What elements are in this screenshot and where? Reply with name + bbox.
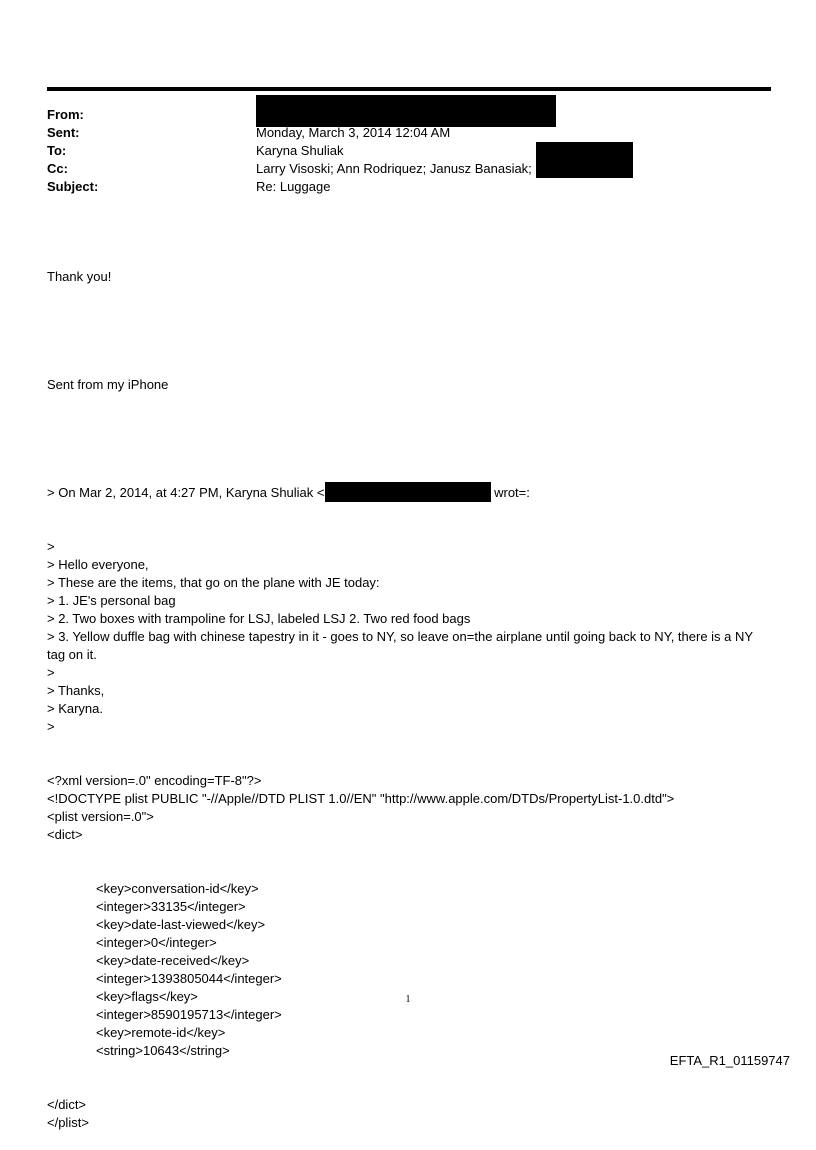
signature-line: Sent from my iPhone <box>47 377 169 392</box>
dict-line: <integer>8590195713</integer> <box>96 1007 282 1022</box>
quoted-message <box>47 538 772 736</box>
quote-intro-end: wrot=: <box>490 485 530 500</box>
xml-preamble <box>47 772 772 844</box>
xml-line: <?xml version=.0" encoding=TF-8"?> <box>47 773 262 788</box>
dict-line: <key>remote-id</key> <box>96 1025 226 1040</box>
xml-line: <dict> <box>47 827 83 842</box>
email-header <box>47 106 771 196</box>
redaction-block <box>325 482 491 502</box>
dict-line: <integer>33135</integer> <box>96 899 246 914</box>
redaction-block <box>256 95 556 127</box>
cc-value-wrap <box>256 160 633 178</box>
dict-line: <string>10643</string> <box>96 1043 230 1058</box>
quote-intro <box>47 484 772 502</box>
to-label: To: <box>47 143 67 158</box>
document-id: EFTA_R1_01159747 <box>669 1053 790 1068</box>
to-row <box>47 142 771 160</box>
dict-line: <integer>0</integer> <box>96 935 217 950</box>
cc-row <box>47 160 771 178</box>
email-body <box>47 232 772 1150</box>
quote-line: > <box>47 665 55 680</box>
plist-dict <box>47 880 772 1060</box>
subject-row <box>47 178 771 196</box>
sent-value: Monday, March 3, 2014 12:04 AM <box>256 125 451 140</box>
quote-line: > 3. Yellow duffle bag with chinese tapestry in it - goes to NY, so leave on=the airplane until going back to NY, there is a NY tag on it. <box>47 629 757 662</box>
dict-line: <key>conversation-id</key> <box>96 881 259 896</box>
quote-line: > 2. Two boxes with trampoline for LSJ, labeled LSJ 2. Two red food bags <box>47 611 471 626</box>
closing-line: </plist> <box>47 1115 89 1130</box>
to-value: Karyna Shuliak <box>256 143 344 158</box>
quote-line: > These are the items, that go on the plane with JE today: <box>47 575 380 590</box>
closing-line: </dict> <box>47 1097 87 1112</box>
quote-line: > 1. JE's personal bag <box>47 593 176 608</box>
plist-closing <box>47 1096 772 1132</box>
xml-line: <plist version=.0"> <box>47 809 154 824</box>
from-row <box>47 106 771 124</box>
dict-line: <integer>1393805044</integer> <box>96 971 282 986</box>
xml-line: <!DOCTYPE plist PUBLIC "-//Apple//DTD PLIST 1.0//EN" "http://www.apple.com/DTDs/PropertyList-1.0.dtd"> <box>47 791 675 806</box>
sent-label: Sent: <box>47 125 80 140</box>
quote-line: > <box>47 539 55 554</box>
sent-row <box>47 124 771 142</box>
subject-value: Re: Luggage <box>256 179 331 194</box>
header-rule <box>47 87 771 91</box>
cc-value: Larry Visoski; Ann Rodriquez; Janusz Banasiak; <box>256 161 532 176</box>
cc-label: Cc: <box>47 161 68 176</box>
subject-label: Subject: <box>47 179 99 194</box>
dict-line: <key>flags</key> <box>96 989 198 1004</box>
quote-line: > <box>47 719 55 734</box>
thanks-line: Thank you! <box>47 269 112 284</box>
quote-line: > Hello everyone, <box>47 557 149 572</box>
from-label: From: <box>47 107 84 122</box>
quote-line: > Thanks, <box>47 683 105 698</box>
quote-intro-start: > On Mar 2, 2014, at 4:27 PM, Karyna Shuliak < <box>47 485 325 500</box>
page-number: 1 <box>405 994 411 1005</box>
redaction-block <box>536 142 633 178</box>
quote-line: > Karyna. <box>47 701 104 716</box>
dict-line: <key>date-received</key> <box>96 953 250 968</box>
dict-line: <key>date-last-viewed</key> <box>96 917 266 932</box>
